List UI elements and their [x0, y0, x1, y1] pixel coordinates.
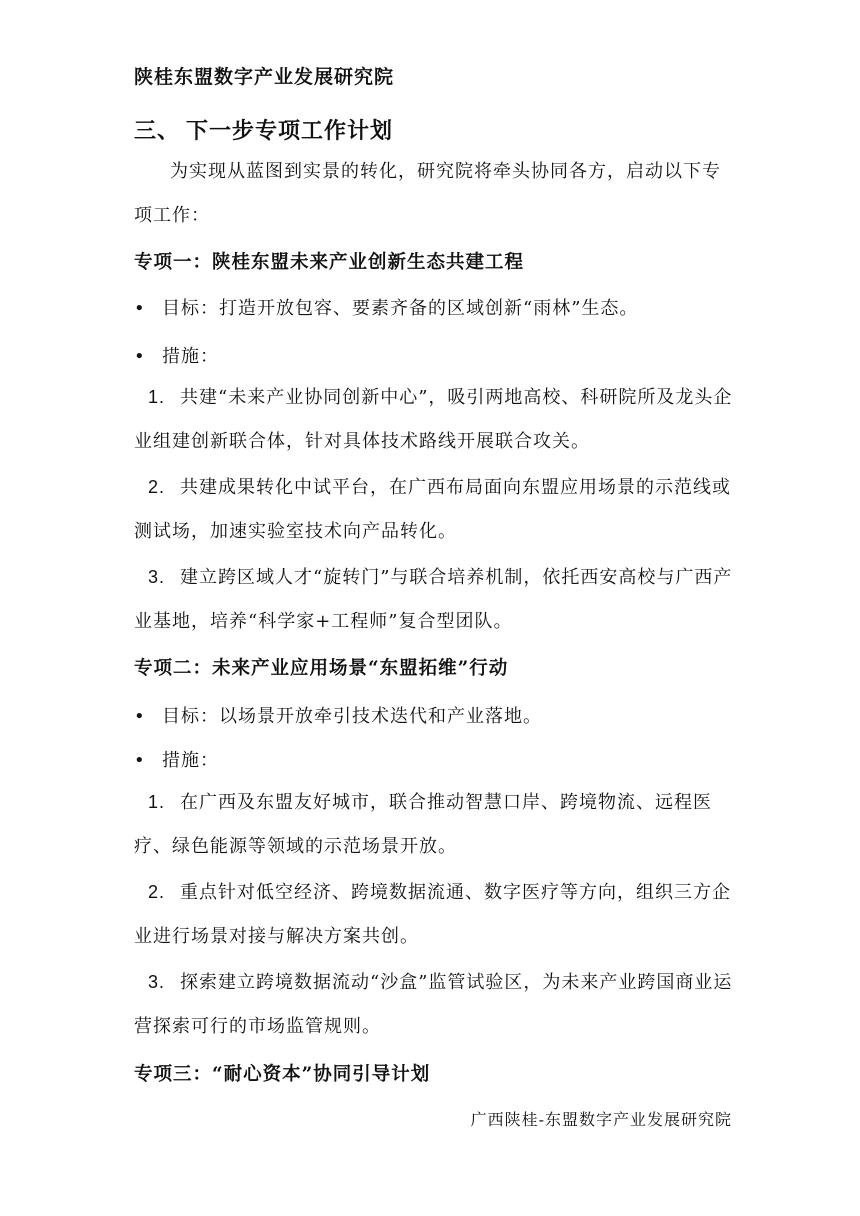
item-number: 3. — [148, 972, 166, 992]
page-header: 陕桂东盟数字产业发展研究院 — [134, 66, 395, 88]
item-number: 2. — [148, 477, 166, 497]
section-heading — [134, 114, 393, 145]
project-1-measure-2 — [134, 465, 734, 554]
bullet-dot: • — [134, 298, 146, 319]
goal-text: 目标：以场景开放牵引技术迭代和产业落地。 — [162, 706, 542, 727]
project-1-measure-3 — [134, 555, 734, 644]
project-2-measure-3 — [134, 960, 734, 1049]
page-footer: 广西陕桂-东盟数字产业发展研究院 — [470, 1110, 732, 1129]
goal-text: 目标：打造开放包容、要素齐备的区域创新“雨林”生态。 — [162, 298, 639, 319]
project-1-measure-1 — [134, 375, 734, 464]
item-number: 2. — [148, 882, 166, 902]
item-text: 共建“未来产业协同创新中心”，吸引两地高校、科研院所及龙头企业组建创新联合体，针对具体技术路线开展联合攻关。 — [134, 387, 733, 452]
item-text: 探索建立跨境数据流动“沙盒”监管试验区，为未来产业跨国商业运营探索可行的市场监管规则。 — [134, 972, 733, 1037]
item-text: 在广西及东盟友好城市，联合推动智慧口岸、跨境物流、远程医疗、绿色能源等领域的示范场景开放。 — [134, 792, 712, 857]
bullet-dot: • — [134, 346, 146, 367]
project-2-goal — [134, 702, 542, 728]
project-2-measure-1 — [134, 780, 734, 869]
bullet-dot: • — [134, 750, 146, 771]
intro-paragraph: 为实现从蓝图到实景的转化，研究院将牵头协同各方，启动以下专项工作： — [134, 161, 721, 226]
measures-label-text: 措施： — [162, 750, 219, 771]
item-number: 1. — [148, 387, 166, 407]
project-1-title: 专项一：陕桂东盟未来产业创新生态共建工程 — [134, 252, 525, 273]
item-text: 重点针对低空经济、跨境数据流通、数字医疗等方向，组织三方企业进行场景对接与解决方案共创。 — [134, 882, 731, 947]
project-1-goal — [134, 294, 638, 320]
project-2-title: 专项二：未来产业应用场景“东盟拓维”行动 — [134, 658, 509, 679]
section-number: 三、 — [134, 118, 181, 144]
project-3-title: 专项三：“耐心资本”协同引导计划 — [134, 1064, 431, 1085]
project-2-measure-2 — [134, 870, 734, 959]
project-1-measures-label — [134, 342, 219, 368]
bullet-dot: • — [134, 706, 146, 727]
item-number: 3. — [148, 567, 166, 587]
item-text: 共建成果转化中试平台，在广西布局面向东盟应用场景的示范线或测试场，加速实验室技术向产品转化。 — [134, 477, 731, 542]
section-title-text: 下一步专项工作计划 — [186, 118, 394, 144]
measures-label-text: 措施： — [162, 346, 219, 367]
item-text: 建立跨区域人才“旋转门”与联合培养机制，依托西安高校与广西产业基地，培养“科学家+工程师”复合型团队。 — [134, 567, 733, 632]
item-number: 1. — [148, 792, 166, 812]
project-2-measures-label — [134, 746, 219, 772]
